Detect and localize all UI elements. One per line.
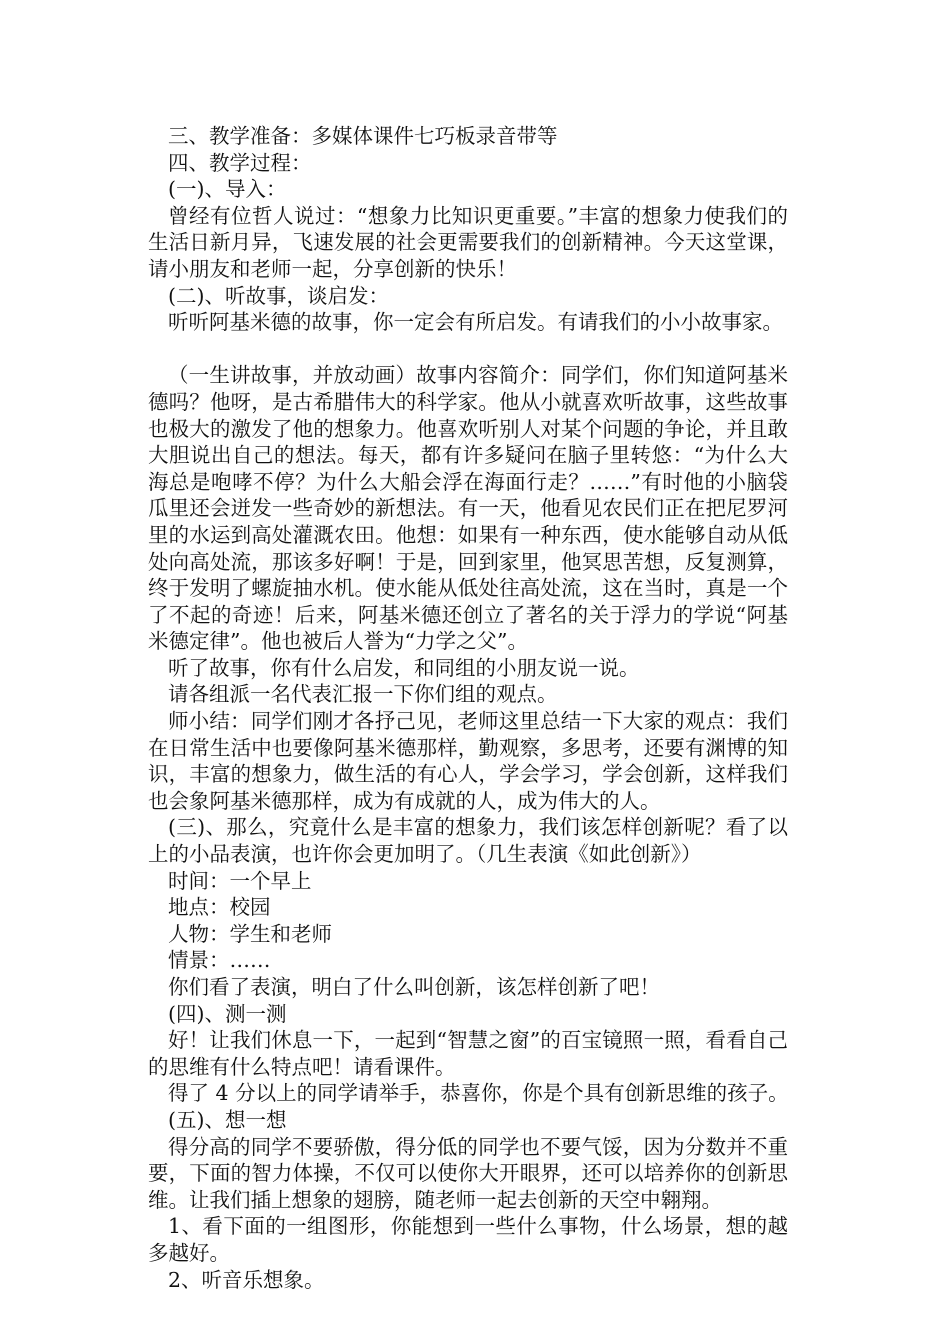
paragraph-story-invite: 听听阿基米德的故事，你一定会有所启发。有请我们的小小故事家。	[168, 310, 783, 335]
document-page	[148, 123, 808, 1293]
paragraph-skit-reflection: 你们看了表演，明白了什么叫创新，该怎样创新了吧！	[168, 975, 660, 999]
paragraph-activity-shapes: 1、看下面的一组图形，你能想到一些什么事物，什么场景，想的越多越好。	[148, 1214, 788, 1265]
paragraph-section-introduction: (一)、导入：	[168, 177, 287, 202]
paragraph-introduction-body: 曾经有位哲人说过：“想象力比知识更重要。”丰富的想象力使我们的生活日新月异，飞速发展的社会更需要我们的创新精神。今天这堂课，请小朋友和老师一起，分享创新的快乐！	[148, 203, 788, 281]
paragraph-section-test: (四)、测一测	[168, 1001, 287, 1026]
paragraph-skit-time: 时间：一个早上	[168, 868, 312, 893]
paragraph-teaching-process: 四、教学过程：	[168, 150, 312, 175]
paragraph-section-think: (五)、想一想	[168, 1107, 287, 1132]
paragraph-think-body: 得分高的同学不要骄傲，得分低的同学也不要气馁，因为分数并不重要，下面的智力体操，不仅可以使你大开眼界，还可以培养你的创新思维。让我们插上想象的翅膀，随老师一起去创新的天空中翱翔。	[148, 1134, 788, 1212]
paragraph-story-content: （一生讲故事，并放动画）故事内容简介：同学们，你们知道阿基米德吗？他呀，是古希腊伟大的科学家。他从小就喜欢听故事，这些故事也极大的激发了他的想象力。他喜欢听别人对某个问题的争论，并且敢大胆说出自己的想法。每天，都有许多疑问在脑子里转悠：“为什么大海总是咆哮不停？为什么大船会浮在海面行走？……”有时他的小脑袋瓜里还会迸发一些奇妙的新想法。有一天，他看见农民们正在把尼罗河里的水运到高处灌溉农田。他想：如果有一种东西，使水能够自动从低处向高处流，那该多好啊！于是，回到家里，他冥思苦想，反复测算，终于发明了螺旋抽水机。使水能从低处往高处流，这在当时，真是一个了不起的奇迹！后来，阿基米德还创立了著名的关于浮力的学说“阿基米德定律”。他也被后人誉为“力学之父”。	[148, 363, 788, 654]
paragraph-teacher-summary: 师小结：同学们刚才各抒己见，老师这里总结一下大家的观点：我们在日常生活中也要像阿基米德那样，勤观察，多思考，还要有渊博的知识，丰富的想象力，做生活的有心人，学会学习，学会创新，这样我们也会象阿基米德那样，成为有成就的人，成为伟大的人。	[148, 709, 788, 813]
blank-line	[168, 336, 808, 363]
paragraph-skit-place: 地点：校园	[168, 895, 271, 920]
paragraph-section-story: (二)、听故事，谈启发：	[168, 283, 389, 308]
paragraph-story-discussion: 听了故事，你有什么启发，和同组的小朋友说一说。	[168, 655, 640, 680]
paragraph-section-skit: (三)、那么，究竟什么是丰富的想象力，我们该怎样创新呢？看了以上的小品表演，也许你会更加明了。（几生表演《如此创新》）	[148, 815, 788, 867]
paragraph-activity-music: 2、听音乐想象。	[168, 1267, 325, 1292]
paragraph-skit-characters: 人物：学生和老师	[168, 921, 332, 946]
paragraph-teaching-preparation: 三、教学准备：多媒体课件七巧板录音带等	[168, 124, 558, 148]
paragraph-test-result: 得了 4 分以上的同学请举手，恭喜你，你是个具有创新思维的孩子。	[168, 1081, 789, 1106]
paragraph-test-body: 好！让我们休息一下，一起到“智慧之窗”的百宝镜照一照，看看自己的思维有什么特点吧！请看课件。	[148, 1028, 788, 1079]
paragraph-skit-scene: 情景：……	[168, 948, 271, 973]
paragraph-group-report: 请各组派一名代表汇报一下你们组的观点。	[168, 682, 558, 707]
